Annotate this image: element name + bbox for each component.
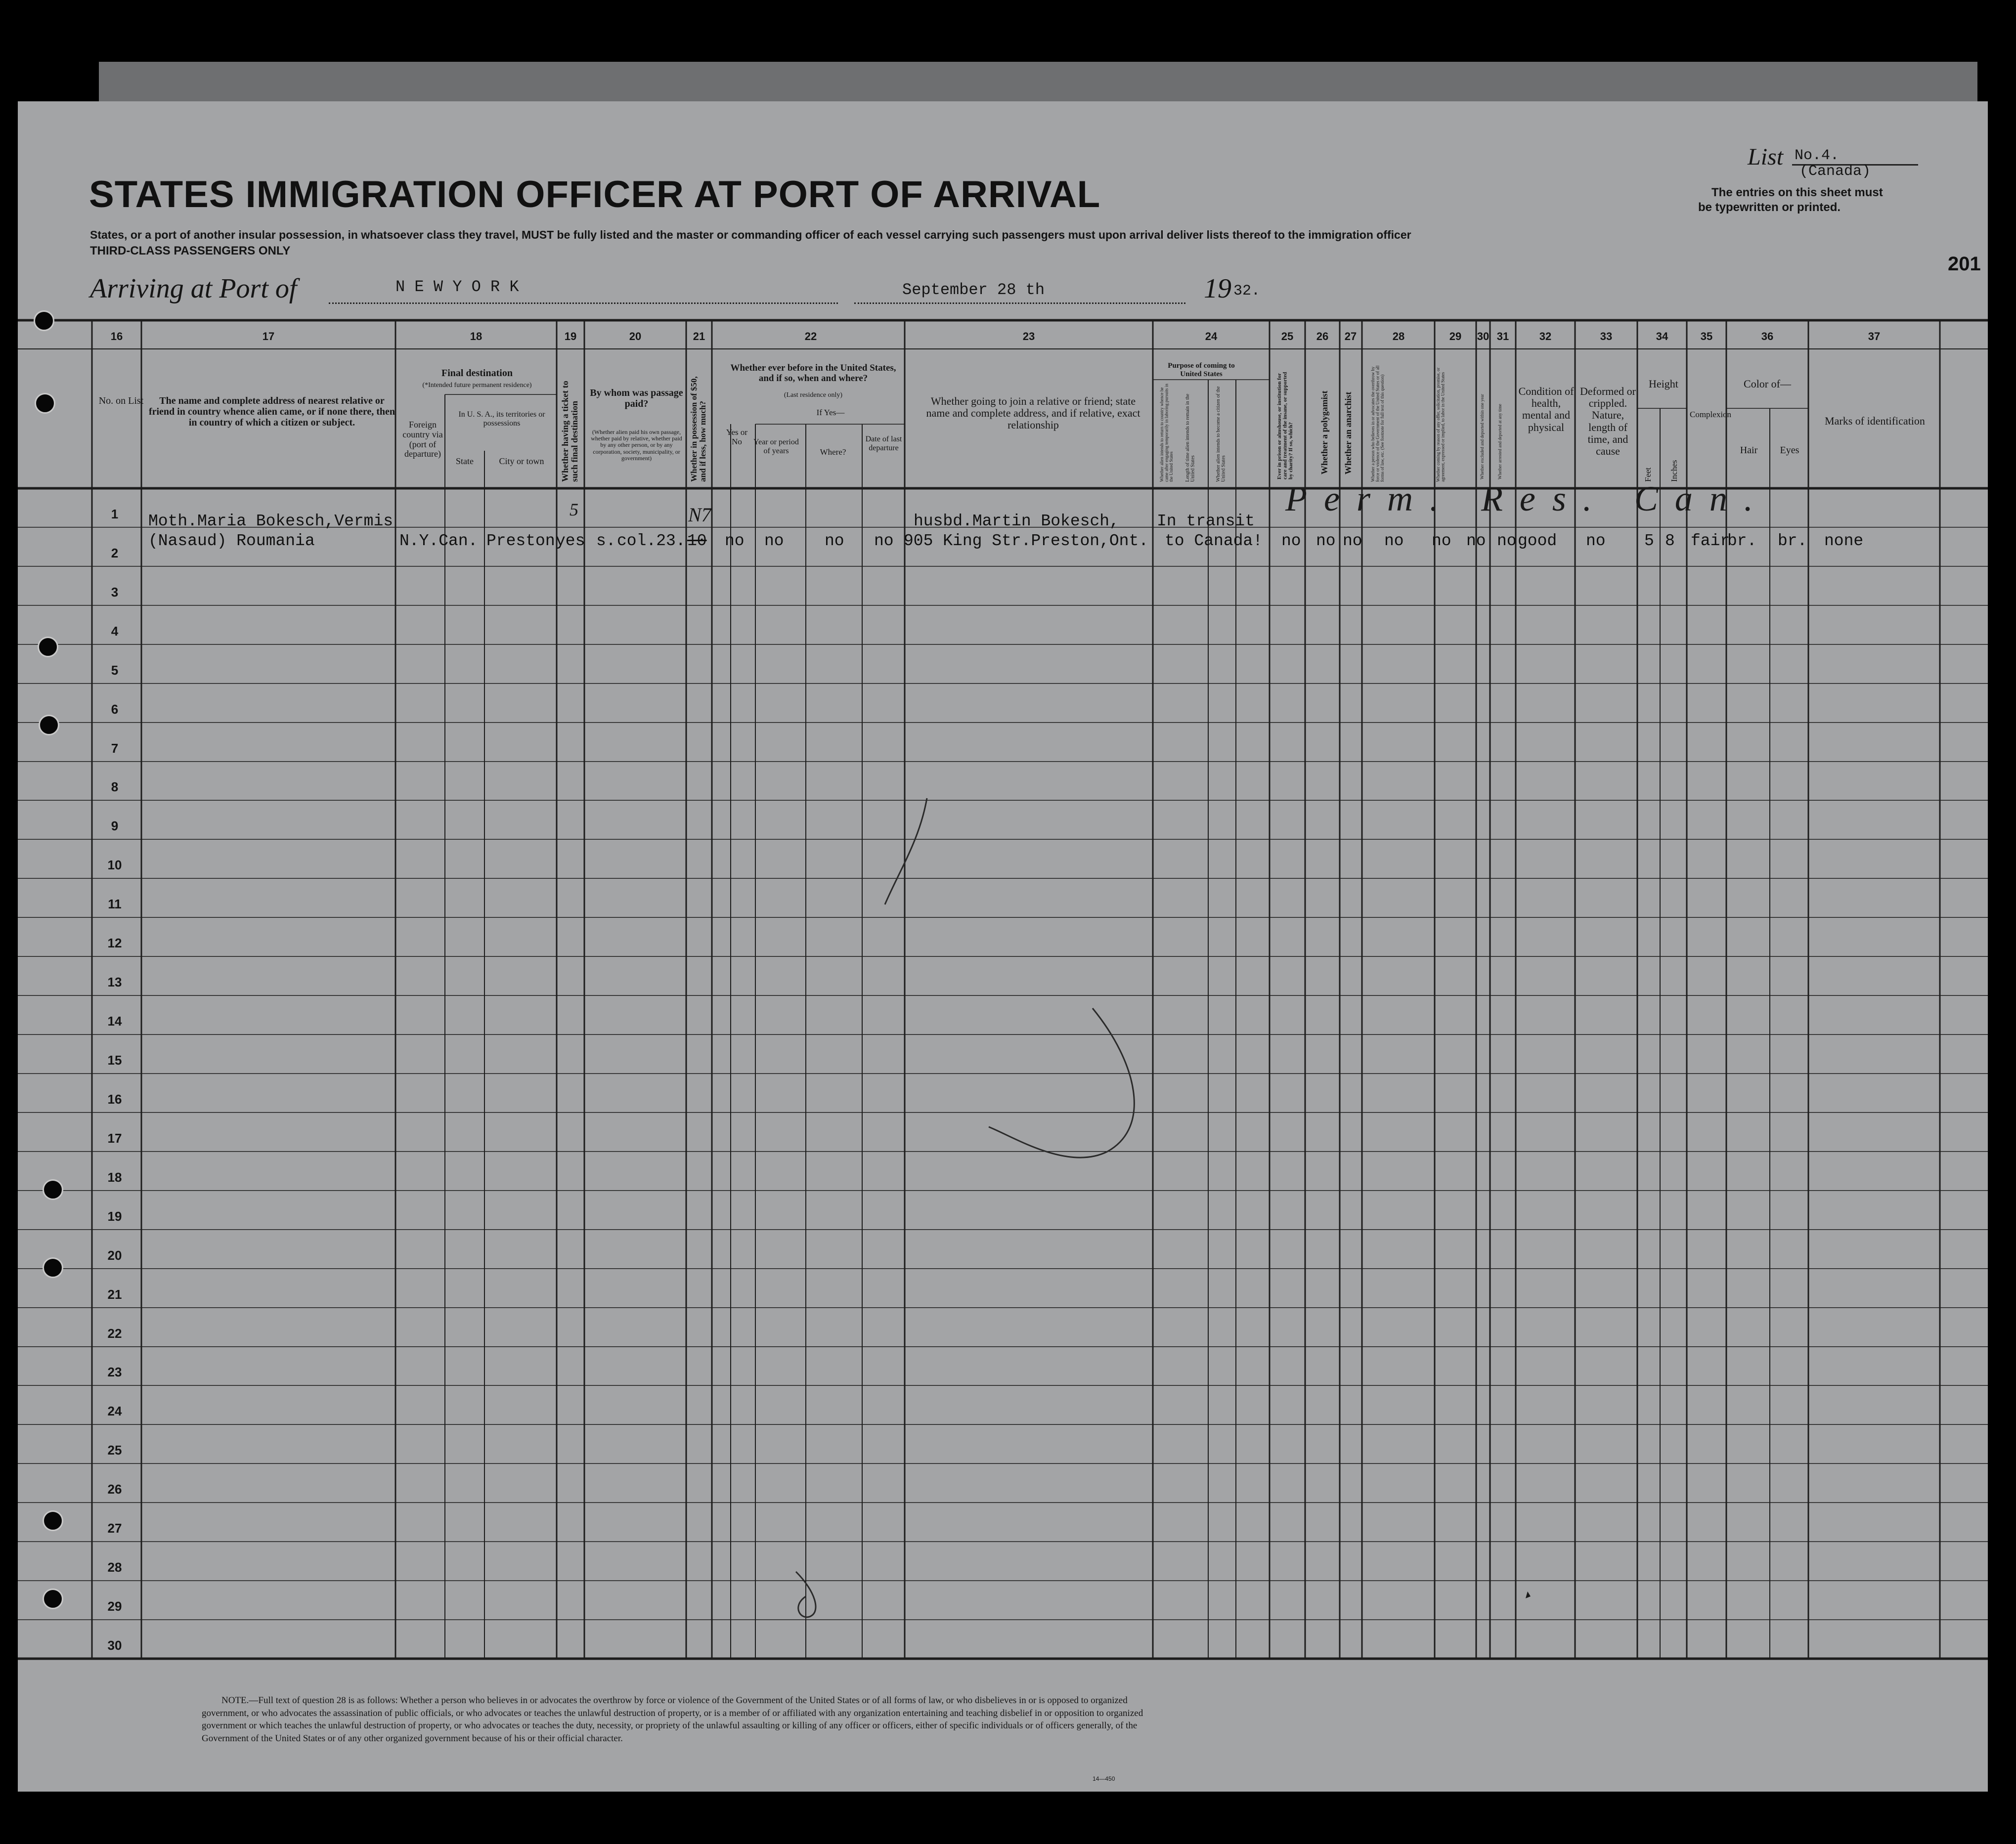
entry-ticket-mark: 5 (570, 500, 578, 519)
column-number: 33 (1600, 330, 1613, 343)
header-in-usa: In U. S. A., its territories or possessions (458, 410, 545, 428)
entry-eyes: br. (1778, 532, 1807, 550)
class-line: THIRD-CLASS PASSENGERS ONLY (90, 244, 291, 257)
entry-ticket: yes (556, 532, 585, 550)
row-number: 14 (107, 1014, 122, 1029)
header-deformed: Deformed or crippled. Nature, length of time, and cause (1579, 385, 1636, 457)
entry-relative-line2: (Nasaud) Roumania (148, 532, 315, 550)
header-yes-or-no: Yes or No (726, 428, 748, 446)
form-title: STATES IMMIGRATION OFFICER AT PORT OF ARRIVAL (89, 173, 1101, 215)
header-prison: Ever in prison or almshouse, or institution for care and treatment of the insane, or supported by charity? If so, which? (1276, 372, 1294, 479)
row-number: 15 (107, 1053, 122, 1068)
row-number: 19 (107, 1208, 122, 1224)
row-number: 2 (111, 545, 119, 560)
column-number: 18 (470, 330, 482, 343)
row-number: 5 (111, 662, 119, 678)
entry-foreign-country: N.Y.Can. (399, 532, 478, 550)
entry-money-struck: 10 (687, 532, 707, 550)
row-number: 27 (107, 1521, 122, 1536)
column-number: 37 (1868, 330, 1881, 343)
header-nearest-relative: The name and complete address of nearest relative or friend in country whence alien came, or if none there, then in country of which a citizen or subject. (148, 395, 395, 428)
entry-arrested: no (1497, 532, 1517, 550)
list-number: No.4. (1795, 147, 1840, 164)
header-join-relative: Whether going to join a relative or friend; state name and complete address, and if relative, exact relationship (926, 395, 1140, 431)
header-purpose-return: Whether alien intends to return to country whence he came after engaging temporarily in laboring pursuits in the United States (1159, 384, 1174, 482)
row-number: 4 (111, 623, 119, 639)
header-arrested: Whether arrested and deported at any time (1497, 404, 1502, 479)
entry-complexion: fair (1691, 532, 1730, 550)
header-marks: Marks of identification (1825, 415, 1925, 427)
year-prefix: 19 (1204, 273, 1231, 304)
entry-relative-line1: Moth.Maria Bokesch,Vermis (148, 512, 394, 530)
column-number: 24 (1205, 330, 1218, 343)
row-number: 18 (107, 1169, 122, 1185)
column-number: 19 (564, 330, 577, 343)
header-purpose: Purpose of coming to United States (1168, 362, 1235, 378)
row-number: 29 (107, 1599, 122, 1614)
column-number: 25 (1281, 330, 1294, 343)
year-suffix: 32. (1233, 283, 1261, 300)
entry-join-line1: husbd.Martin Bokesch, (914, 512, 1119, 530)
row-number: 9 (111, 818, 119, 834)
column-number: 16 (110, 330, 123, 343)
row-number: 8 (111, 779, 119, 795)
header-state: State (456, 456, 474, 466)
row-number: 3 (111, 584, 119, 600)
column-number: 22 (804, 330, 817, 343)
header-if-yes: If Yes— (816, 408, 845, 417)
row-number: 21 (107, 1287, 122, 1302)
punch-hole (34, 310, 54, 331)
header-inches: Inches (1669, 460, 1679, 482)
row-number: 28 (107, 1560, 122, 1575)
entry-year: no (764, 532, 784, 550)
header-last-residence: (Last residence only) (784, 391, 843, 399)
column-number: 35 (1700, 330, 1713, 343)
column-number: 23 (1022, 330, 1035, 343)
row-number: 6 (111, 701, 119, 717)
entry-excluded: no (1466, 532, 1486, 550)
header-passage-paid-sub: (Whether alien paid his own passage, whether paid by relative, whether paid by any other person, or by any corporation, society, municipality, or government) (591, 429, 682, 462)
row-number: 23 (107, 1365, 122, 1380)
entry-labor-offer: no (1432, 532, 1451, 550)
entry-join-line2: 905 King Str.Preston,Ont. (904, 532, 1149, 550)
entry-paid: s. (596, 532, 616, 550)
header-passage-paid: By whom was passage paid? (590, 387, 683, 409)
row-number: 13 (107, 975, 122, 990)
typewritten-note-1: The entries on this sheet must (1711, 186, 1883, 199)
row-number: 10 (107, 858, 122, 873)
header-question-28: Whether a person who believes in or advocates the overthrow by force or violence of the Government of the United States or of all forms of law, etc. (See footnote for full text of this question) (1370, 365, 1385, 482)
header-where: Where? (820, 447, 846, 457)
row-number: 30 (107, 1638, 122, 1653)
punch-hole (43, 1588, 63, 1609)
entry-money-mark: N7 (688, 504, 711, 526)
row-number: 24 (107, 1404, 122, 1419)
column-number: 34 (1656, 330, 1668, 343)
header-color-of: Color of— (1744, 378, 1791, 390)
column-number: 27 (1344, 330, 1357, 343)
entry-marks: none (1824, 532, 1864, 550)
entry-deformed: no (1586, 532, 1606, 550)
footnote-question-28: NOTE.—Full text of question 28 is as follows: Whether a person who believes in or advocates the overthrow by force or violence of the Government of the United States or of all forms of law, or who disbelieves in or is opposed to organized government, or who advocates the assassination of public officials, or who advocates or teaches the unlawful destruction of property, or is a member of or affiliated with any organization entertaining and teaching disbelief in or opposition to organized government or which teaches the unlawful destruction of property, or who advocates or teaches the duty, necessity, or propriety of the unlawful assaulting or killing of any officer or officers, either of specific individuals or of officers generally, of the Government of the United States or of any other organized government because of his or their official character. (202, 1695, 1143, 1744)
row-number: 26 (107, 1482, 122, 1497)
header-year-period: Year or period of years (753, 438, 799, 455)
header-foreign-country: Foreign country via (port of departure) (402, 420, 443, 459)
row-number: 12 (107, 936, 122, 951)
row-number: 17 (107, 1130, 122, 1146)
header-no-on-list: No. on List (98, 395, 144, 406)
column-number: 30 (1477, 330, 1490, 343)
header-city: City or town (499, 456, 544, 466)
punch-hole (43, 1179, 63, 1200)
header-final-destination: Final destination (441, 368, 513, 379)
column-number: 20 (629, 330, 642, 343)
port-value: N E W Y O R K (395, 278, 519, 296)
row-number: 11 (108, 897, 122, 912)
page-number: 201 (1948, 253, 1981, 275)
header-excluded: Whether excluded and deported within one year (1480, 394, 1485, 479)
header-labor-offer: Whether coming by reason of any offer, solicitation, promise, or agreement, expressed or implied, to labor in the United States (1436, 367, 1446, 482)
row-number: 22 (107, 1326, 122, 1341)
entry-anarchist: no (1343, 532, 1362, 550)
list-country: (Canada) (1799, 163, 1871, 180)
column-number: 36 (1761, 330, 1774, 343)
column-number: 32 (1539, 330, 1552, 343)
header-eyes: Eyes (1780, 445, 1799, 456)
entry-city: Preston (486, 532, 555, 550)
column-number: 26 (1316, 330, 1329, 343)
header-final-destination-sub: (*Intended future permanent residence) (422, 382, 532, 389)
punch-hole (43, 1510, 63, 1531)
instructions-text: States, or a port of another insular possession, in whatsoever class they travel, MUST be fully listed and the master or commanding officer of each vessel carrying such passengers must upon arrival deliver lists thereof to the immigration officer (90, 228, 1411, 241)
entry-purpose-line1: In transit (1157, 512, 1255, 530)
header-purpose-length: Length of time alien intends to remain in the United States (1185, 393, 1196, 482)
header-feet: Feet (1643, 467, 1653, 482)
row-number: 7 (111, 740, 119, 756)
header-fifty-dollars: Whether in possession of $50, and if less, how much? (689, 376, 707, 482)
column-number: 31 (1496, 330, 1509, 343)
typewritten-note-2: be typewritten or printed. (1698, 201, 1841, 214)
header-anarchist: Whether an anarchist (1343, 391, 1353, 474)
punch-hole (38, 637, 58, 657)
column-number: 29 (1449, 330, 1462, 343)
date-value: September 28 th (902, 281, 1045, 299)
entry-departure: no (874, 532, 894, 550)
entry-question-28: no (1384, 532, 1404, 550)
header-ticket: Whether having a ticket to such final destination (560, 381, 579, 482)
column-number: 21 (693, 330, 705, 343)
entry-inches: 8 (1665, 532, 1675, 550)
header-purpose-citizen: Whether alien intends to become a citizen of the United States (1216, 386, 1227, 482)
handwritten-annotation: Perm. Res. Can. (1285, 479, 1770, 518)
entry-where: no (825, 532, 844, 550)
form-number: 14—450 (1093, 1775, 1115, 1782)
header-ever-before-us: Whether ever before in the United States, and if so, when and where? (730, 363, 896, 384)
row-number: 20 (107, 1247, 122, 1263)
entry-before-us: no (725, 532, 745, 550)
column-number: 17 (262, 330, 275, 343)
arriving-label: Arriving at Port of (90, 273, 297, 304)
header-polygamist: Whether a polygamist (1319, 390, 1329, 474)
header-hair: Hair (1740, 445, 1758, 456)
column-number: 28 (1392, 330, 1405, 343)
list-label: List (1748, 144, 1784, 170)
header-complexion: Complexion (1690, 410, 1732, 419)
row-number: 1 (111, 506, 119, 521)
row-number: 16 (107, 1091, 122, 1107)
entry-health: good (1518, 532, 1557, 550)
row-number: 25 (107, 1443, 122, 1458)
entry-hair: br. (1727, 532, 1757, 550)
header-health: Condition of health, mental and physical (1518, 385, 1574, 433)
entry-polygamist: no (1316, 532, 1336, 550)
header-date-departure: Date of last departure (865, 435, 902, 452)
entry-feet: 5 (1644, 532, 1654, 550)
punch-hole (35, 393, 55, 414)
punch-hole (43, 1257, 63, 1278)
entry-purpose-line2: to Canada! (1165, 532, 1263, 550)
punch-hole (39, 715, 59, 735)
entry-money: col.23. (617, 532, 686, 550)
entry-prison: no (1281, 532, 1301, 550)
header-height: Height (1649, 378, 1678, 390)
